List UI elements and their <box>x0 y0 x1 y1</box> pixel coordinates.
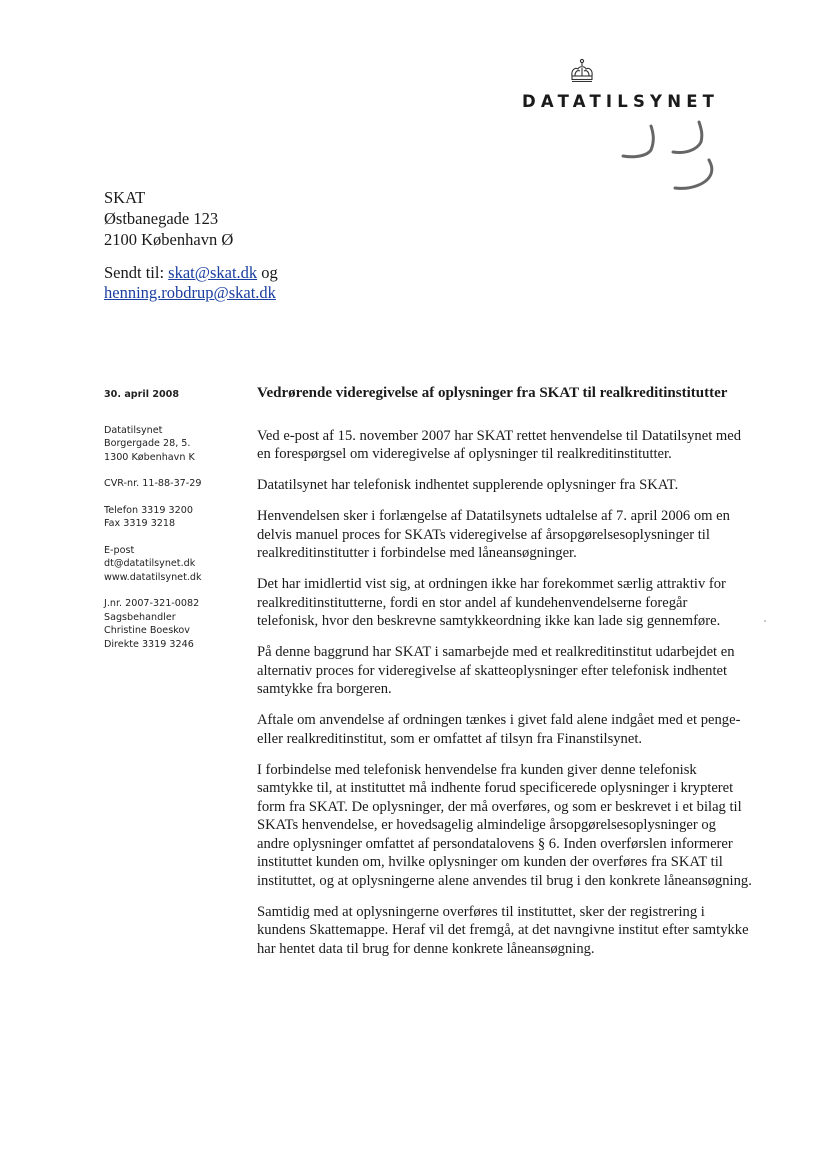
letter-date: 30. april 2008 <box>104 389 180 400</box>
paragraph: Ved e-post af 15. november 2007 har SKAT rettet henvendelse til Datatilsynet med en forespørgsel om videregivelse af oplysninger til realkreditinstitutter. <box>257 427 742 462</box>
paragraph: Henvendelsen sker i forlængelse af Datatilsynets udtalelse af 7. april 2006 om en delvis manuel proces for SKATs videregivelse af årsopgørelsesoplysninger til realkreditinstitutter i forbindelse med låneansøgninger. <box>257 508 730 561</box>
scan-speck <box>764 620 766 622</box>
cvr-number: CVR-nr. 11-88-37-29 <box>104 478 202 489</box>
datatilsynet-logo <box>520 58 740 118</box>
sender-cvr <box>104 477 244 491</box>
sender-phone <box>104 504 244 531</box>
sender-address <box>104 424 244 465</box>
email-label: E-post <box>104 544 135 556</box>
paragraph: Det har imidlertid vist sig, at ordningen ikke har forekommet særlig attraktiv for realkreditinstitutterne, fordi en stor andel af kundehenvendelserne foregår telefonisk, hvor den beskrevne samtykkeordning ikke kan lade sig gennemføre. <box>257 576 726 629</box>
paragraph: Samtidig med at oplysningerne overføres til instituttet, sker der registrering i kundens Skattemappe. Heraf vil det fremgå, at det navngivne institut efter samtykke har hentet data til brug for denne konkrete låneansøgning. <box>257 903 749 957</box>
case-info <box>104 597 244 651</box>
sender-street: Borgergade 28, 5. <box>104 438 191 449</box>
email-link-henning[interactable]: henning.robdrup@skat.dk <box>104 283 276 302</box>
sent-to-joiner: og <box>261 263 278 282</box>
recipient-name: SKAT <box>104 188 146 207</box>
paragraph: Datatilsynet har telefonisk indhentet supplerende oplysninger fra SKAT. <box>257 477 679 493</box>
paragraph: Aftale om anvendelse af ordningen tænkes i givet fald alene indgået med et penge- eller realkreditinstitut, som er omfattet af tilsyn fra Finanstilsynet. <box>257 712 741 747</box>
sent-to-label: Sendt til: <box>104 263 165 282</box>
phone-number: Telefon 3319 3200 <box>104 504 193 516</box>
email-link-skat[interactable]: skat@skat.dk <box>168 263 258 282</box>
letter-body <box>257 384 752 971</box>
handwritten-marks <box>615 118 725 198</box>
sender-website: www.datatilsynet.dk <box>104 571 202 583</box>
sender-email: dt@datatilsynet.dk <box>104 558 196 569</box>
case-handler-label: Sagsbehandler <box>104 611 176 623</box>
paragraph: I forbindelse med telefonisk henvendelse fra kunden giver denne telefonisk samtykke til, at instituttet må indhente forud specificerede oplysninger i krypteret form fra SKAT. De oplysninger, der må overføres, og som er beskrevet i et bilag til SKATs henvendelse, er hovedsagelig almindelige årsopgørelsesoplysninger og andre oplysninger omfattet af persondatalovens § 6. Inden overførslen informerer instituttet kunden om, hvilke oplysninger om kunden der overføres fra SKAT til instituttet, og at oplysningerne alene anvendes til brug i den konkrete låneansøgning. <box>257 761 752 889</box>
recipient-street: Østbanegade 123 <box>104 209 219 228</box>
crown-icon <box>567 58 597 88</box>
case-handler-name: Christine Boeskov <box>104 625 190 636</box>
paragraph: På denne baggrund har SKAT i samarbejde med et realkreditinstitut udarbejdet en alternativ proces for videregivelse af skatteoplysninger efter telefonisk indhentet samtykke fra borgeren. <box>257 644 735 697</box>
recipient-city: 2100 København Ø <box>104 230 234 249</box>
letter-subject: Vedrørende videregivelse af oplysninger fra SKAT til realkreditinstitutter <box>257 385 728 401</box>
case-handler-phone: Direkte 3319 3246 <box>104 638 194 650</box>
case-number: J.nr. 2007-321-0082 <box>104 598 200 609</box>
sender-org: Datatilsynet <box>104 424 163 436</box>
sent-to <box>104 263 278 303</box>
sender-info-sidebar <box>104 388 244 664</box>
recipient-address <box>104 187 233 250</box>
sender-city: 1300 København K <box>104 451 195 463</box>
logo-wordmark: DATATILSYNET <box>522 92 720 111</box>
fax-number: Fax 3319 3218 <box>104 518 176 529</box>
sender-web <box>104 544 244 585</box>
